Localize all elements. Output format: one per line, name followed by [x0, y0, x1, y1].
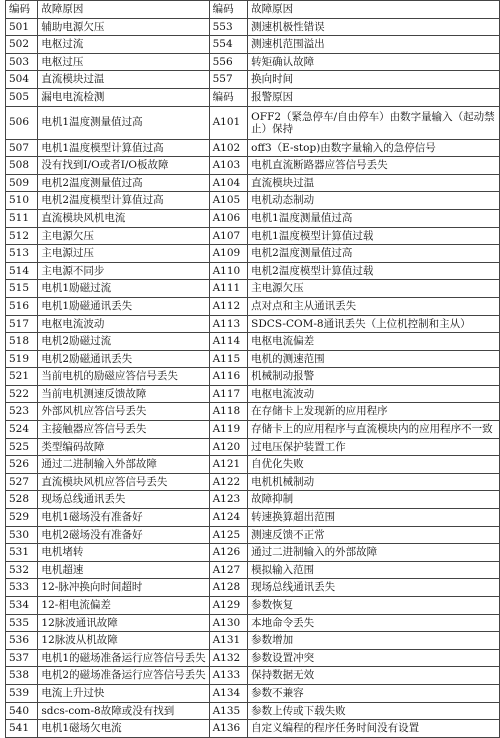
fault-code-cell: 523 [6, 403, 38, 421]
table-row [6, 544, 500, 562]
alarm-description-cell: 在存储卡上发现新的应用程序 [248, 403, 500, 421]
fault-code-cell: 516 [6, 297, 38, 315]
table-row [6, 350, 500, 368]
fault-code-cell: 513 [6, 245, 38, 263]
alarm-code-cell: A103 [209, 157, 248, 175]
fault-code-cell: 504 [6, 71, 38, 89]
alarm-description-cell: 参数设置冲突 [248, 649, 500, 667]
alarm-code-cell: A111 [209, 280, 248, 298]
alarm-code-cell: A112 [209, 297, 248, 315]
fault-code-cell: 530 [6, 526, 38, 544]
alarm-code-cell: A125 [209, 526, 248, 544]
table-row [6, 106, 500, 139]
alarm-description-cell: 电机直流断路器应答信号丢失 [248, 157, 500, 175]
table-row [6, 71, 500, 89]
alarm-code-cell: A129 [209, 597, 248, 615]
table-row [6, 509, 500, 527]
fault-code-cell: 503 [6, 53, 38, 71]
fault-description-cell: 电机1磁场没有准备好 [38, 509, 209, 527]
fault-code-cell: 532 [6, 561, 38, 579]
alarm-description-cell: 主电源欠压 [248, 280, 500, 298]
table-row [6, 157, 500, 175]
table-row [6, 561, 500, 579]
fault-code-cell: 508 [6, 157, 38, 175]
table-row [6, 36, 500, 54]
fault-code-cell: 538 [6, 667, 38, 685]
fault-code-cell: 526 [6, 456, 38, 474]
fault-code-cell: 506 [6, 106, 38, 139]
alarm-description-cell: 过电压保护装置工作 [248, 438, 500, 456]
alarm-code-cell: A114 [209, 333, 248, 351]
table-row [6, 385, 500, 403]
header-desc-left: 故障原因 [38, 1, 209, 19]
alarm-description-cell: 电机1温度模型计算值过载 [248, 227, 500, 245]
alarm-description-cell: 电机1温度测量值过高 [248, 209, 500, 227]
table-row [6, 684, 500, 702]
alarm-code-cell: A124 [209, 509, 248, 527]
alarm-description-cell: SDCS-COM-8通讯丢失（上位机控制和主从） [248, 315, 500, 333]
table-row [6, 403, 500, 421]
table-row [6, 88, 500, 106]
fault-code-cell: 535 [6, 614, 38, 632]
alarm-code-cell: 554 [209, 36, 248, 54]
fault-description-cell: 电流上升过快 [38, 684, 209, 702]
fault-description-cell: 电机1励磁过流 [38, 280, 209, 298]
alarm-description-cell: 电枢电流波动 [248, 385, 500, 403]
fault-code-cell: 539 [6, 684, 38, 702]
fault-code-cell: 534 [6, 597, 38, 615]
table-row [6, 702, 500, 720]
alarm-description-cell: 通过二进制输入的外部故障 [248, 544, 500, 562]
table-row [6, 526, 500, 544]
alarm-code-cell: 556 [209, 53, 248, 71]
alarm-code-cell: A119 [209, 421, 248, 439]
table-row [6, 209, 500, 227]
fault-description-cell: 主电源过压 [38, 245, 209, 263]
alarm-description-cell: 现场总线通讯丢失 [248, 579, 500, 597]
fault-description-cell: 电枢过流 [38, 36, 209, 54]
alarm-code-cell: A107 [209, 227, 248, 245]
alarm-description-cell: 自定义编程的程序任务时间没有设置 [248, 720, 500, 738]
fault-description-cell: 电机2温度测量值过高 [38, 174, 209, 192]
table-row [6, 245, 500, 263]
fault-description-cell: 电机1温度模型计算值过高 [38, 139, 209, 157]
alarm-description-cell: 参数上传或下载失败 [248, 702, 500, 720]
alarm-code-cell: A126 [209, 544, 248, 562]
fault-description-cell: 电机2磁场没有准备好 [38, 526, 209, 544]
alarm-description-cell: 机械制动报警 [248, 368, 500, 386]
alarm-description-cell: 参数恢复 [248, 597, 500, 615]
alarm-description-cell: 电机机械制动 [248, 473, 500, 491]
fault-code-cell: 541 [6, 720, 38, 738]
alarm-code-cell: A116 [209, 368, 248, 386]
alarm-code-cell: A106 [209, 209, 248, 227]
fault-code-cell: 515 [6, 280, 38, 298]
table-row [6, 227, 500, 245]
fault-code-cell: 519 [6, 350, 38, 368]
alarm-description-cell: 直流模块过温 [248, 174, 500, 192]
fault-description-cell: 漏电电流检测 [38, 88, 209, 106]
fault-description-cell: 外部风机应答信号丢失 [38, 403, 209, 421]
alarm-code-cell: A121 [209, 456, 248, 474]
alarm-description-cell: 电机动态制动 [248, 192, 500, 210]
fault-description-cell: 直流模块风机应答信号丢失 [38, 473, 209, 491]
alarm-description-cell: 测速机极性错误 [248, 18, 500, 36]
fault-description-cell: 12-脉冲换向时间超时 [38, 579, 209, 597]
fault-code-cell: 509 [6, 174, 38, 192]
alarm-code-cell: A133 [209, 667, 248, 685]
table-row [6, 614, 500, 632]
fault-description-cell: 12脉波从机故障 [38, 632, 209, 650]
table-row [6, 473, 500, 491]
table-row [6, 421, 500, 439]
fault-description-cell: 12-相电流偏差 [38, 597, 209, 615]
alarm-description-cell: 参数不兼容 [248, 684, 500, 702]
table-row [6, 192, 500, 210]
alarm-description-cell: 电机2温度测量值过高 [248, 245, 500, 263]
fault-description-cell: 电机堵转 [38, 544, 209, 562]
fault-description-cell: 电枢过压 [38, 53, 209, 71]
alarm-description-cell: off3（E-stop)由数字量输入的急停信号 [248, 139, 500, 157]
fault-code-cell: 540 [6, 702, 38, 720]
fault-description-cell: 没有找到I/O或者I/O板故障 [38, 157, 209, 175]
alarm-code-cell: A120 [209, 438, 248, 456]
alarm-code-cell: A130 [209, 614, 248, 632]
alarm-description-cell: 电机2温度模型计算值过载 [248, 262, 500, 280]
header-code-left: 编码 [6, 1, 38, 19]
fault-code-cell: 512 [6, 227, 38, 245]
alarm-code-cell: A127 [209, 561, 248, 579]
alarm-description-cell: 报警原因 [248, 88, 500, 106]
alarm-code-cell: A109 [209, 245, 248, 263]
alarm-code-cell: A128 [209, 579, 248, 597]
alarm-code-cell: A113 [209, 315, 248, 333]
alarm-code-cell: A131 [209, 632, 248, 650]
alarm-code-cell: 编码 [209, 88, 248, 106]
fault-description-cell: 当前电机测速反馈故障 [38, 385, 209, 403]
alarm-code-cell: A134 [209, 684, 248, 702]
fault-description-cell: 电机1磁场欠电流 [38, 720, 209, 738]
fault-description-cell: 主接触器应答信号丢失 [38, 421, 209, 439]
alarm-code-cell: A123 [209, 491, 248, 509]
fault-description-cell: 直流模块过温 [38, 71, 209, 89]
fault-description-cell: 电机2温度模型计算值过高 [38, 192, 209, 210]
table-row [6, 438, 500, 456]
alarm-code-cell: A135 [209, 702, 248, 720]
alarm-description-cell: 自优化失败 [248, 456, 500, 474]
fault-code-cell: 525 [6, 438, 38, 456]
alarm-description-cell: 换向时间 [248, 71, 500, 89]
table-row [6, 632, 500, 650]
alarm-code-cell: A104 [209, 174, 248, 192]
alarm-description-cell: OFF2（紧急停车/自由停车）由数字量输入（起动禁止）保持 [248, 106, 500, 139]
table-row [6, 667, 500, 685]
fault-code-cell: 521 [6, 368, 38, 386]
alarm-description-cell: 转速换算超出范围 [248, 509, 500, 527]
alarm-code-cell: A102 [209, 139, 248, 157]
fault-code-cell: 529 [6, 509, 38, 527]
alarm-description-cell: 存储卡上的应用程序与直流模块内的应用程序不一致 [248, 421, 500, 439]
fault-description-cell: 电机2的磁场准备运行应答信号丢失 [38, 667, 209, 685]
alarm-code-cell: A110 [209, 262, 248, 280]
alarm-description-cell: 保持数据无效 [248, 667, 500, 685]
alarm-description-cell: 点对点和主从通讯丢失 [248, 297, 500, 315]
fault-code-cell: 537 [6, 649, 38, 667]
table-row [6, 579, 500, 597]
alarm-code-cell: A105 [209, 192, 248, 210]
fault-code-cell: 531 [6, 544, 38, 562]
alarm-description-cell: 参数增加 [248, 632, 500, 650]
table-row [6, 174, 500, 192]
header-code-right: 编码 [209, 1, 248, 19]
fault-description-cell: 电机1温度测量值过高 [38, 106, 209, 139]
fault-description-cell: 主电源欠压 [38, 227, 209, 245]
fault-code-cell: 502 [6, 36, 38, 54]
alarm-code-cell: 553 [209, 18, 248, 36]
alarm-code-cell: A136 [209, 720, 248, 738]
alarm-description-cell: 测速反馈不正常 [248, 526, 500, 544]
table-row [6, 53, 500, 71]
alarm-code-cell: A101 [209, 106, 248, 139]
table-row [6, 315, 500, 333]
fault-code-cell: 524 [6, 421, 38, 439]
table-row [6, 491, 500, 509]
fault-code-cell: 536 [6, 632, 38, 650]
fault-code-cell: 510 [6, 192, 38, 210]
alarm-code-cell: A117 [209, 385, 248, 403]
table-header-row [6, 1, 500, 19]
fault-description-cell: 电枢电流波动 [38, 315, 209, 333]
table-row [6, 297, 500, 315]
fault-description-cell: sdcs-com-8故障或没有找到 [38, 702, 209, 720]
fault-code-cell: 507 [6, 139, 38, 157]
alarm-code-cell: A118 [209, 403, 248, 421]
alarm-code-cell: A115 [209, 350, 248, 368]
table-row [6, 720, 500, 738]
table-row [6, 597, 500, 615]
alarm-description-cell: 电机的测速范围 [248, 350, 500, 368]
fault-code-cell: 533 [6, 579, 38, 597]
table-row [6, 333, 500, 351]
fault-description-cell: 类型编码故障 [38, 438, 209, 456]
fault-description-cell: 辅助电源欠压 [38, 18, 209, 36]
fault-description-cell: 电机2励磁通讯丢失 [38, 350, 209, 368]
alarm-code-cell: A122 [209, 473, 248, 491]
alarm-description-cell: 电枢电流偏差 [248, 333, 500, 351]
alarm-code-cell: 557 [209, 71, 248, 89]
fault-code-cell: 517 [6, 315, 38, 333]
header-desc-right: 故障原因 [248, 1, 500, 19]
table-row [6, 139, 500, 157]
fault-description-cell: 直流模块风机电流 [38, 209, 209, 227]
table-row [6, 280, 500, 298]
table-row [6, 18, 500, 36]
table-row [6, 456, 500, 474]
alarm-description-cell: 转矩确认故障 [248, 53, 500, 71]
fault-description-cell: 电机超速 [38, 561, 209, 579]
fault-description-cell: 电机1的磁场准备运行应答信号丢失 [38, 649, 209, 667]
fault-code-cell: 527 [6, 473, 38, 491]
fault-code-table [5, 0, 500, 738]
fault-description-cell: 现场总线通讯丢失 [38, 491, 209, 509]
alarm-description-cell: 故障抑制 [248, 491, 500, 509]
fault-description-cell: 主电源不同步 [38, 262, 209, 280]
fault-code-cell: 522 [6, 385, 38, 403]
alarm-description-cell: 模拟输入范围 [248, 561, 500, 579]
fault-code-cell: 518 [6, 333, 38, 351]
fault-code-cell: 511 [6, 209, 38, 227]
table-row [6, 262, 500, 280]
table-row [6, 368, 500, 386]
alarm-code-cell: A132 [209, 649, 248, 667]
fault-description-cell: 电机2励磁过流 [38, 333, 209, 351]
fault-description-cell: 12脉波通讯故障 [38, 614, 209, 632]
fault-code-cell: 528 [6, 491, 38, 509]
fault-code-cell: 501 [6, 18, 38, 36]
fault-description-cell: 电机1励磁通讯丢失 [38, 297, 209, 315]
alarm-description-cell: 本地命令丢失 [248, 614, 500, 632]
alarm-description-cell: 测速机范围溢出 [248, 36, 500, 54]
fault-code-cell: 514 [6, 262, 38, 280]
fault-code-cell: 505 [6, 88, 38, 106]
fault-description-cell: 当前电机的励磁应答信号丢失 [38, 368, 209, 386]
fault-description-cell: 通过二进制输入外部故障 [38, 456, 209, 474]
table-row [6, 649, 500, 667]
